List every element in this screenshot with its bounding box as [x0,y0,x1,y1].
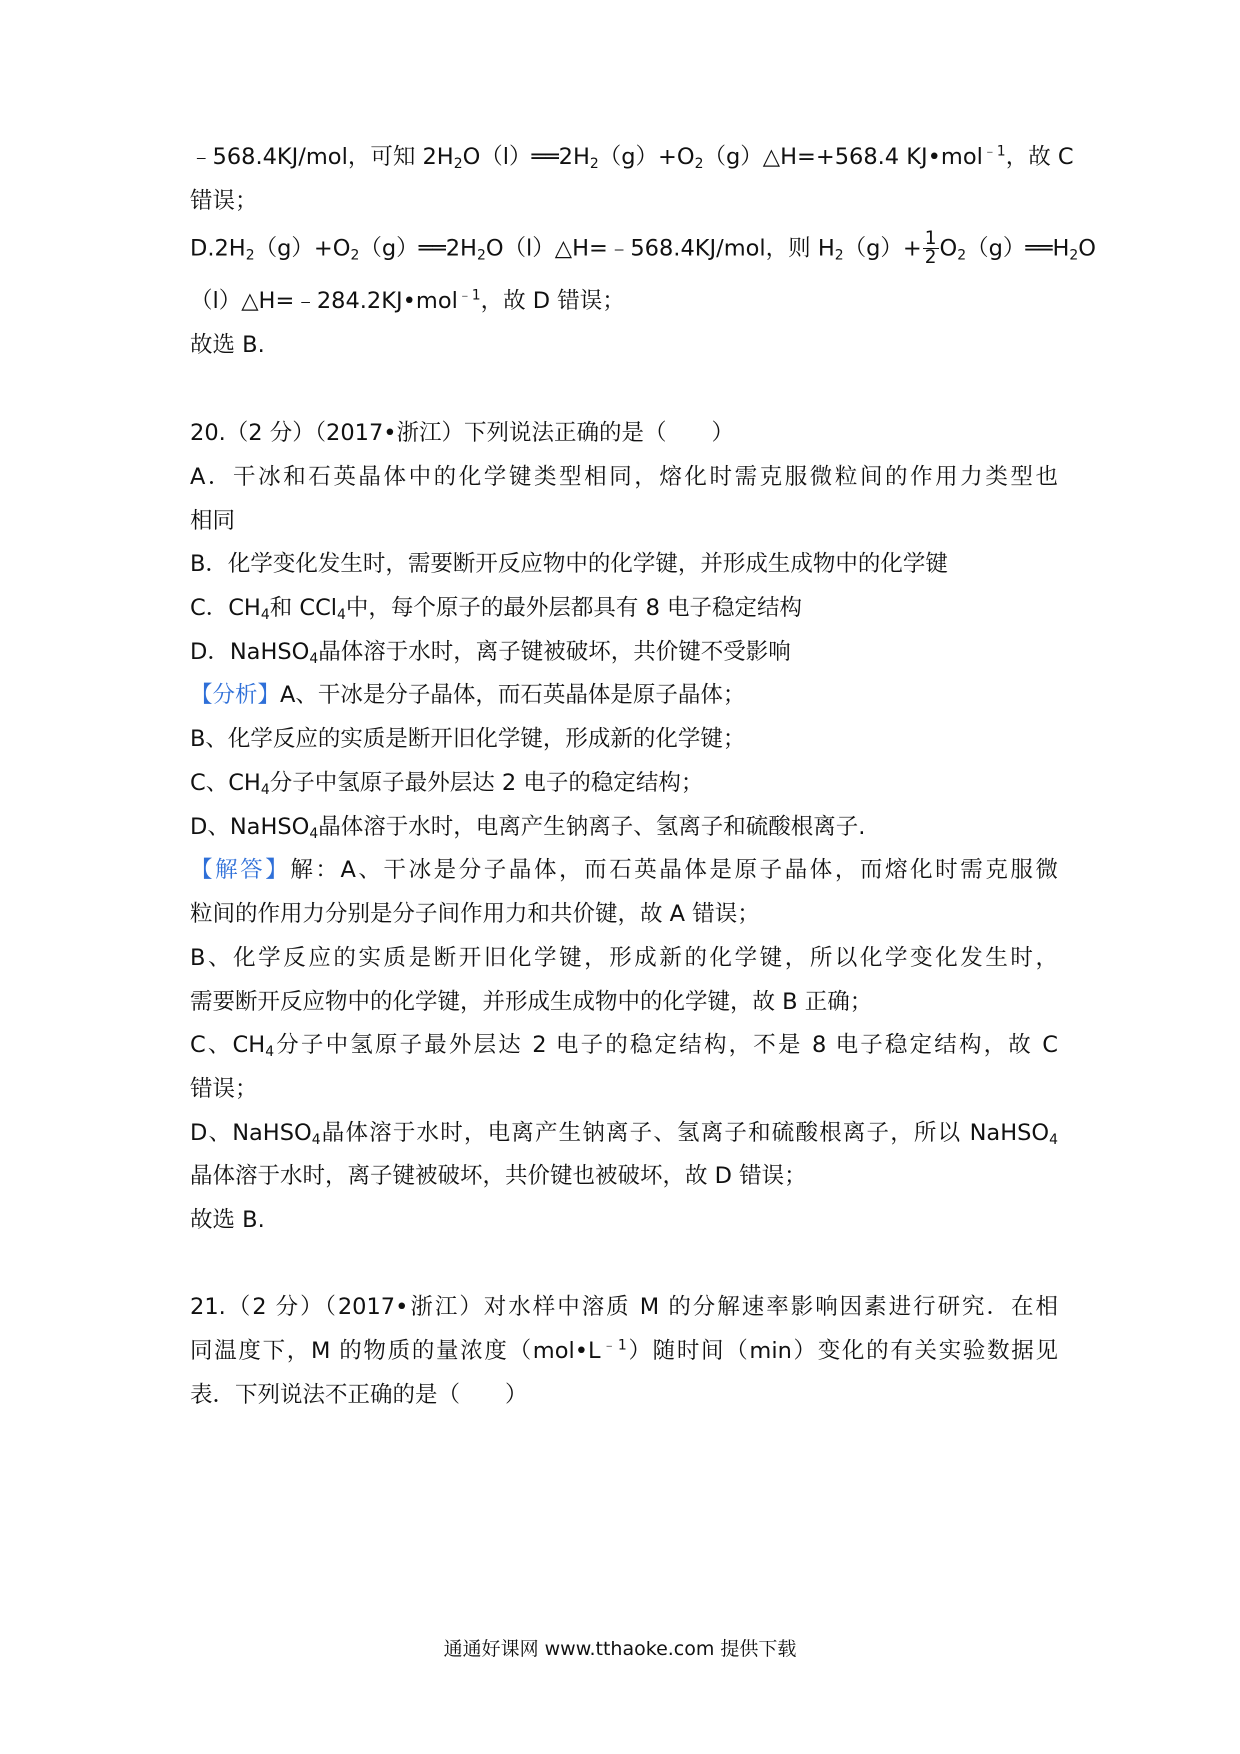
q20-solution-5: C、$CH_4$分子中氢原子最外层达 2 电子的稳定结构，不是 8 电子稳定结构，故 C [190,1032,1058,1060]
q20-analysis-3: C、$CH_4$分子中氢原子最外层达 2 电子的稳定结构； [190,770,704,798]
q19-line-4: （l）△H=﹣284.2KJ•mol$^{﹣1}$，故 D 错误； [190,287,625,314]
q20-analysis-4: D、NaHSO$_4$晶体溶于水时，电离产生钠离子、氢离子和硫酸根离子. [190,814,866,842]
q20-solution-2: 粒间的作用力分别是分子间作用力和共价键，故 A 错误； [190,901,760,927]
fraction-one-half: $\frac{1}{2}$ [924,228,937,269]
q20-option-a-2: 相同 [190,508,236,534]
q19-final-answer: 故选 B. [190,332,265,358]
q20-option-b: B．化学变化发生时，需要断开反应物中的化学键，并形成生成物中的化学键 [190,551,948,577]
q20-solution-7: D、NaHSO$_4$晶体溶于水时，电离产生钠离子、氢离子和硫酸根离子，所以 NaHSO$_4$ [190,1120,1059,1148]
q20-final-answer: 故选 B. [190,1207,265,1233]
q20-option-d: D．NaHSO$_4$晶体溶于水时，离子键被破坏，共价键不受影响 [190,639,791,667]
q20-option-a-1: A．干冰和石英晶体中的化学键类型相同，熔化时需克服微粒间的作用力类型也 [190,464,1058,490]
q20-solution-6: 错误； [190,1076,258,1102]
q21-stem-3: 表．下列说法不正确的是（ ） [190,1382,528,1408]
q20-solution-3: B、化学反应的实质是断开旧化学键，形成新的化学键，所以化学变化发生时， [190,945,1058,971]
q21-stem-2: 同温度下，M 的物质的量浓度$(mol•L^{﹣1})$随时间（min）变化的有关实验数据见 [190,1337,1058,1364]
q20-analysis-1: 【分析】A、干冰是分子晶体，而石英晶体是原子晶体； [190,682,746,708]
q20-option-c: C．$CH_4$和 CCl$_4$中，每个原子的最外层都具有 8 电子稳定结构 [190,595,803,623]
q19-line-2: 错误； [190,188,258,214]
q20-solution-8: 晶体溶于水时，离子键被破坏，共价键也被破坏，故 D 错误； [190,1163,807,1189]
q19-line-3: $D.2H_2(g)+O_2(g)══2H_2O(l)\triangle H=﹣568.4KJ$/mol，则 $H_2(g)+$ $\frac{1}{2}$ $O_2(g)══H_2O$ [190,228,1096,269]
q20-solution-1: 【解答】解：A、干冰是分子晶体，而石英晶体是原子晶体，而熔化时需克服微 [190,857,1058,883]
q20-stem: 20.（2 分）（2017•浙江）下列说法正确的是（ ） [190,420,735,446]
q20-solution-4: 需要断开反应物中的化学键，并形成生成物中的化学键，故 B 正确； [190,989,873,1015]
q21-stem-1: 21.（2 分）（2017•浙江）对水样中溶质 M 的分解速率影响因素进行研究．在相 [190,1294,1058,1320]
q19-line-1: ﹣568.4KJ/mol，可知 $2H_2O(l)══2H_2(g)+O_2(g)\triangle H=+568.4$ KJ•mol$^{﹣1}$，故 C [190,143,1074,172]
answer-tag: 【解答】 [190,857,291,883]
q20-analysis-2: B、化学反应的实质是断开旧化学键，形成新的化学键； [190,726,746,752]
analysis-tag: 【分析】 [190,682,281,708]
page-footer: 通通好课网 www.tthaoke.com 提供下载 [443,1638,797,1660]
